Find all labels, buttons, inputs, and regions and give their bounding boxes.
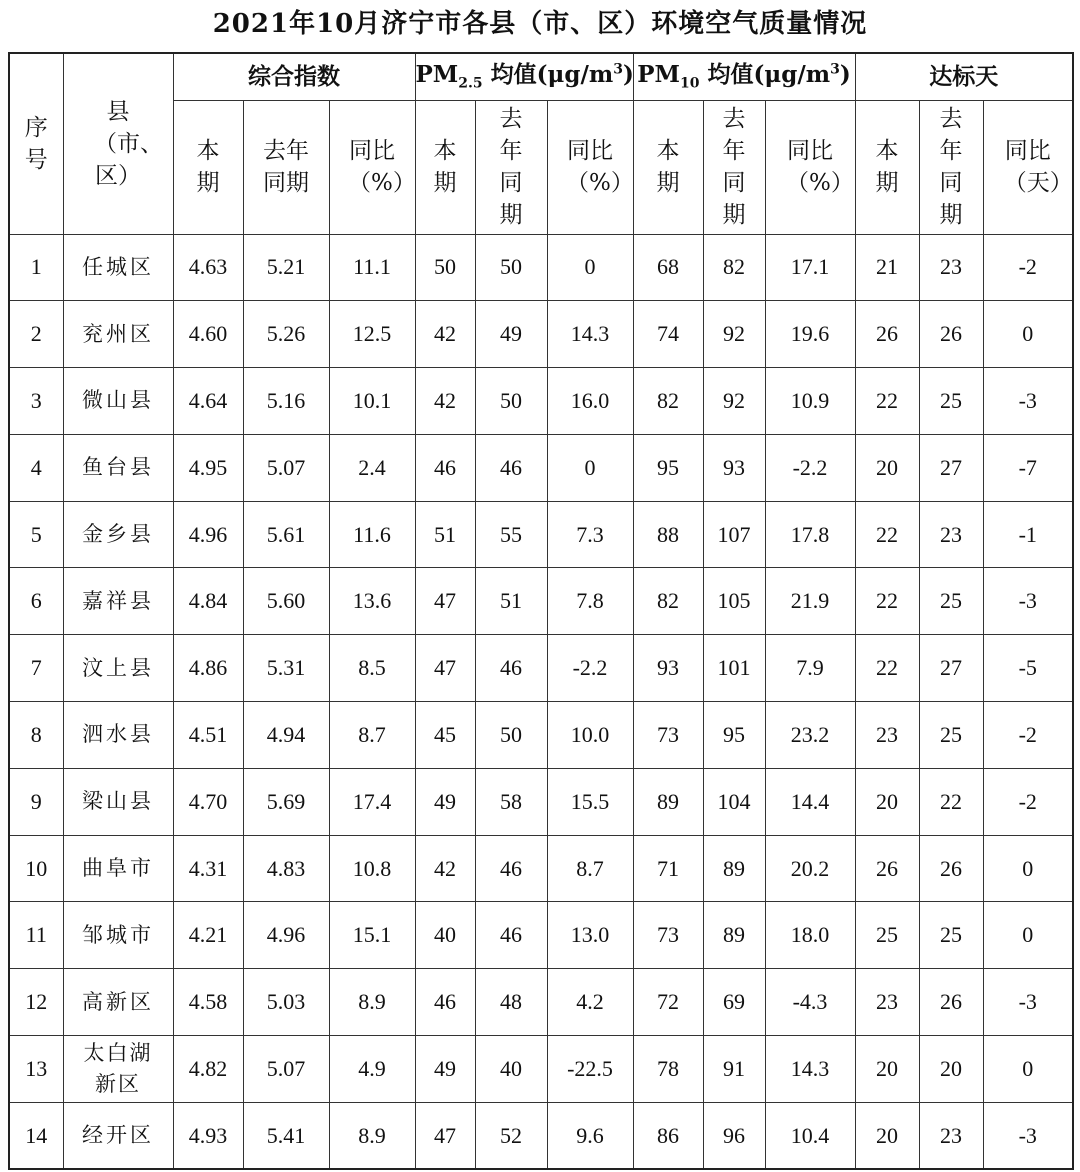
cell-pm25-current: 42 bbox=[415, 835, 475, 902]
cell-days-yoy: -3 bbox=[983, 568, 1073, 635]
cell-pm25-last-year: 51 bbox=[475, 568, 547, 635]
cell-pm25-yoy: 0 bbox=[547, 434, 633, 501]
cell-days-last-year: 20 bbox=[919, 1036, 983, 1103]
cell-ci-yoy: 10.1 bbox=[329, 368, 415, 435]
table-row bbox=[9, 1102, 1073, 1169]
cell-pm10-yoy: 14.4 bbox=[765, 768, 855, 835]
cell-ci-yoy: 4.9 bbox=[329, 1036, 415, 1103]
table-body bbox=[9, 234, 1073, 1169]
cell-ci-current: 4.82 bbox=[173, 1036, 243, 1103]
cell-pm25-yoy: 16.0 bbox=[547, 368, 633, 435]
header-yoy-day: 同比（天） bbox=[983, 100, 1073, 234]
cell-county: 兖州区 bbox=[63, 301, 173, 368]
cell-pm25-current: 49 bbox=[415, 1036, 475, 1103]
cell-seq: 4 bbox=[9, 434, 63, 501]
cell-days-yoy: -5 bbox=[983, 635, 1073, 702]
cell-pm25-last-year: 46 bbox=[475, 434, 547, 501]
header-pm25: $PM_{2.5}$ 均值$(\mu g/m^3)$ bbox=[415, 53, 633, 100]
cell-pm25-current: 40 bbox=[415, 902, 475, 969]
cell-days-last-year: 23 bbox=[919, 501, 983, 568]
cell-county: 曲阜市 bbox=[63, 835, 173, 902]
cell-county: 嘉祥县 bbox=[63, 568, 173, 635]
cell-pm25-yoy: 8.7 bbox=[547, 835, 633, 902]
cell-pm10-current: 86 bbox=[633, 1102, 703, 1169]
cell-ci-last-year: 4.94 bbox=[243, 702, 329, 769]
header-last-year: 去年同期 bbox=[919, 100, 983, 234]
cell-pm10-yoy: 18.0 bbox=[765, 902, 855, 969]
cell-days-current: 26 bbox=[855, 301, 919, 368]
table-row bbox=[9, 234, 1073, 301]
cell-days-yoy: -2 bbox=[983, 702, 1073, 769]
cell-ci-yoy: 8.9 bbox=[329, 1102, 415, 1169]
cell-pm10-yoy: 10.9 bbox=[765, 368, 855, 435]
cell-days-current: 21 bbox=[855, 234, 919, 301]
cell-ci-yoy: 13.6 bbox=[329, 568, 415, 635]
cell-days-yoy: 0 bbox=[983, 902, 1073, 969]
cell-seq: 7 bbox=[9, 635, 63, 702]
cell-ci-last-year: 4.96 bbox=[243, 902, 329, 969]
cell-pm10-last-year: 105 bbox=[703, 568, 765, 635]
table-row bbox=[9, 835, 1073, 902]
cell-county: 汶上县 bbox=[63, 635, 173, 702]
cell-ci-current: 4.86 bbox=[173, 635, 243, 702]
cell-pm10-last-year: 104 bbox=[703, 768, 765, 835]
cell-pm25-last-year: 58 bbox=[475, 768, 547, 835]
cell-days-last-year: 26 bbox=[919, 835, 983, 902]
cell-days-current: 26 bbox=[855, 835, 919, 902]
cell-pm10-last-year: 107 bbox=[703, 501, 765, 568]
cell-pm10-last-year: 82 bbox=[703, 234, 765, 301]
cell-pm25-current: 46 bbox=[415, 434, 475, 501]
cell-ci-last-year: 5.07 bbox=[243, 434, 329, 501]
cell-ci-current: 4.84 bbox=[173, 568, 243, 635]
cell-pm10-last-year: 69 bbox=[703, 969, 765, 1036]
cell-days-last-year: 25 bbox=[919, 368, 983, 435]
cell-pm25-last-year: 50 bbox=[475, 702, 547, 769]
cell-ci-last-year: 5.61 bbox=[243, 501, 329, 568]
cell-pm10-current: 95 bbox=[633, 434, 703, 501]
cell-days-current: 25 bbox=[855, 902, 919, 969]
cell-ci-last-year: 5.21 bbox=[243, 234, 329, 301]
cell-pm10-current: 71 bbox=[633, 835, 703, 902]
cell-days-current: 22 bbox=[855, 568, 919, 635]
cell-pm10-yoy: 10.4 bbox=[765, 1102, 855, 1169]
cell-pm25-yoy: 7.8 bbox=[547, 568, 633, 635]
cell-days-last-year: 27 bbox=[919, 635, 983, 702]
cell-pm25-current: 49 bbox=[415, 768, 475, 835]
table-row bbox=[9, 501, 1073, 568]
cell-pm25-last-year: 40 bbox=[475, 1036, 547, 1103]
cell-ci-current: 4.96 bbox=[173, 501, 243, 568]
cell-ci-yoy: 8.7 bbox=[329, 702, 415, 769]
cell-days-yoy: 0 bbox=[983, 835, 1073, 902]
cell-ci-yoy: 12.5 bbox=[329, 301, 415, 368]
table-row bbox=[9, 902, 1073, 969]
cell-pm10-yoy: 20.2 bbox=[765, 835, 855, 902]
cell-ci-yoy: 2.4 bbox=[329, 434, 415, 501]
cell-pm10-last-year: 96 bbox=[703, 1102, 765, 1169]
header-composite-index: 综合指数 bbox=[173, 53, 415, 100]
page-title: 2021年10月济宁市各县（市、区）环境空气质量情况 bbox=[212, 9, 868, 39]
cell-pm25-current: 42 bbox=[415, 368, 475, 435]
cell-ci-last-year: 5.03 bbox=[243, 969, 329, 1036]
cell-pm25-last-year: 52 bbox=[475, 1102, 547, 1169]
cell-days-yoy: -2 bbox=[983, 768, 1073, 835]
cell-pm10-last-year: 89 bbox=[703, 835, 765, 902]
cell-pm25-yoy: 9.6 bbox=[547, 1102, 633, 1169]
cell-pm25-yoy: 13.0 bbox=[547, 902, 633, 969]
cell-days-last-year: 25 bbox=[919, 902, 983, 969]
cell-ci-yoy: 17.4 bbox=[329, 768, 415, 835]
table-row bbox=[9, 1036, 1073, 1103]
cell-pm25-yoy: 4.2 bbox=[547, 969, 633, 1036]
cell-pm10-yoy: -2.2 bbox=[765, 434, 855, 501]
cell-ci-last-year: 5.26 bbox=[243, 301, 329, 368]
cell-ci-yoy: 11.1 bbox=[329, 234, 415, 301]
cell-pm25-last-year: 46 bbox=[475, 635, 547, 702]
cell-ci-yoy: 10.8 bbox=[329, 835, 415, 902]
cell-days-current: 22 bbox=[855, 368, 919, 435]
header-county: 县（市、区） bbox=[63, 53, 173, 234]
cell-pm10-current: 73 bbox=[633, 702, 703, 769]
cell-pm10-yoy: 23.2 bbox=[765, 702, 855, 769]
cell-days-current: 20 bbox=[855, 1102, 919, 1169]
cell-days-current: 22 bbox=[855, 635, 919, 702]
cell-pm10-current: 73 bbox=[633, 902, 703, 969]
cell-days-last-year: 23 bbox=[919, 1102, 983, 1169]
cell-pm10-yoy: 17.1 bbox=[765, 234, 855, 301]
cell-pm10-current: 93 bbox=[633, 635, 703, 702]
cell-pm25-yoy: -2.2 bbox=[547, 635, 633, 702]
cell-ci-current: 4.31 bbox=[173, 835, 243, 902]
cell-seq: 8 bbox=[9, 702, 63, 769]
cell-seq: 12 bbox=[9, 969, 63, 1036]
cell-ci-last-year: 5.41 bbox=[243, 1102, 329, 1169]
header-yoy-pct: 同比（%） bbox=[547, 100, 633, 234]
cell-pm25-current: 50 bbox=[415, 234, 475, 301]
header-current: 本期 bbox=[855, 100, 919, 234]
cell-days-yoy: -3 bbox=[983, 368, 1073, 435]
cell-county: 梁山县 bbox=[63, 768, 173, 835]
cell-days-last-year: 27 bbox=[919, 434, 983, 501]
cell-pm10-last-year: 92 bbox=[703, 301, 765, 368]
cell-days-yoy: 0 bbox=[983, 301, 1073, 368]
cell-ci-yoy: 11.6 bbox=[329, 501, 415, 568]
header-yoy-pct: 同比（%） bbox=[329, 100, 415, 234]
cell-seq: 6 bbox=[9, 568, 63, 635]
table-row bbox=[9, 635, 1073, 702]
cell-pm10-yoy: 21.9 bbox=[765, 568, 855, 635]
cell-ci-yoy: 15.1 bbox=[329, 902, 415, 969]
header-current: 本期 bbox=[173, 100, 243, 234]
header-row-groups bbox=[9, 53, 1073, 100]
cell-county: 邹城市 bbox=[63, 902, 173, 969]
cell-days-yoy: -1 bbox=[983, 501, 1073, 568]
cell-pm25-yoy: 14.3 bbox=[547, 301, 633, 368]
table-row bbox=[9, 368, 1073, 435]
header-standard-days: 达标天 bbox=[855, 53, 1073, 100]
cell-days-last-year: 25 bbox=[919, 702, 983, 769]
header-pm10: $PM_{10}$ 均值$(\mu g/m^3)$ bbox=[633, 53, 855, 100]
table-row bbox=[9, 969, 1073, 1036]
cell-pm25-last-year: 48 bbox=[475, 969, 547, 1036]
cell-pm25-last-year: 46 bbox=[475, 902, 547, 969]
cell-pm10-last-year: 89 bbox=[703, 902, 765, 969]
cell-pm25-yoy: -22.5 bbox=[547, 1036, 633, 1103]
cell-pm10-yoy: 19.6 bbox=[765, 301, 855, 368]
cell-county: 金乡县 bbox=[63, 501, 173, 568]
cell-ci-current: 4.51 bbox=[173, 702, 243, 769]
cell-pm10-current: 82 bbox=[633, 568, 703, 635]
cell-ci-yoy: 8.5 bbox=[329, 635, 415, 702]
cell-days-last-year: 25 bbox=[919, 568, 983, 635]
header-last-year: 去年同期 bbox=[243, 100, 329, 234]
cell-pm25-current: 46 bbox=[415, 969, 475, 1036]
cell-days-last-year: 26 bbox=[919, 969, 983, 1036]
cell-days-current: 20 bbox=[855, 434, 919, 501]
cell-county: 任城区 bbox=[63, 234, 173, 301]
cell-days-yoy: 0 bbox=[983, 1036, 1073, 1103]
header-current: 本期 bbox=[633, 100, 703, 234]
header-last-year: 去年同期 bbox=[475, 100, 547, 234]
header-last-year: 去年同期 bbox=[703, 100, 765, 234]
cell-pm25-current: 47 bbox=[415, 635, 475, 702]
cell-ci-current: 4.63 bbox=[173, 234, 243, 301]
cell-county: 太白湖 新区 bbox=[63, 1036, 173, 1103]
cell-pm25-yoy: 0 bbox=[547, 234, 633, 301]
cell-pm10-last-year: 91 bbox=[703, 1036, 765, 1103]
cell-county: 鱼台县 bbox=[63, 434, 173, 501]
cell-pm25-last-year: 50 bbox=[475, 234, 547, 301]
cell-pm10-last-year: 92 bbox=[703, 368, 765, 435]
cell-ci-current: 4.64 bbox=[173, 368, 243, 435]
cell-ci-last-year: 5.07 bbox=[243, 1036, 329, 1103]
cell-days-current: 23 bbox=[855, 969, 919, 1036]
cell-ci-last-year: 4.83 bbox=[243, 835, 329, 902]
cell-seq: 13 bbox=[9, 1036, 63, 1103]
cell-pm10-current: 82 bbox=[633, 368, 703, 435]
cell-pm25-last-year: 55 bbox=[475, 501, 547, 568]
cell-pm25-current: 45 bbox=[415, 702, 475, 769]
cell-seq: 10 bbox=[9, 835, 63, 902]
cell-pm25-current: 42 bbox=[415, 301, 475, 368]
table-row bbox=[9, 301, 1073, 368]
table-row bbox=[9, 434, 1073, 501]
cell-days-current: 20 bbox=[855, 768, 919, 835]
cell-county: 泗水县 bbox=[63, 702, 173, 769]
cell-seq: 14 bbox=[9, 1102, 63, 1169]
cell-pm10-current: 68 bbox=[633, 234, 703, 301]
cell-days-last-year: 26 bbox=[919, 301, 983, 368]
air-quality-table bbox=[8, 52, 1074, 1170]
cell-pm25-yoy: 7.3 bbox=[547, 501, 633, 568]
cell-days-yoy: -7 bbox=[983, 434, 1073, 501]
cell-days-yoy: -3 bbox=[983, 1102, 1073, 1169]
cell-pm25-last-year: 50 bbox=[475, 368, 547, 435]
cell-seq: 2 bbox=[9, 301, 63, 368]
cell-pm25-yoy: 10.0 bbox=[547, 702, 633, 769]
cell-pm25-last-year: 46 bbox=[475, 835, 547, 902]
table-row bbox=[9, 768, 1073, 835]
cell-ci-last-year: 5.69 bbox=[243, 768, 329, 835]
cell-days-current: 20 bbox=[855, 1036, 919, 1103]
cell-days-last-year: 23 bbox=[919, 234, 983, 301]
cell-ci-current: 4.21 bbox=[173, 902, 243, 969]
cell-pm25-yoy: 15.5 bbox=[547, 768, 633, 835]
cell-days-current: 23 bbox=[855, 702, 919, 769]
cell-pm10-current: 78 bbox=[633, 1036, 703, 1103]
cell-pm10-yoy: 14.3 bbox=[765, 1036, 855, 1103]
cell-county: 微山县 bbox=[63, 368, 173, 435]
cell-seq: 11 bbox=[9, 902, 63, 969]
table-row bbox=[9, 568, 1073, 635]
cell-seq: 3 bbox=[9, 368, 63, 435]
cell-pm25-current: 51 bbox=[415, 501, 475, 568]
cell-pm10-current: 88 bbox=[633, 501, 703, 568]
cell-pm10-current: 74 bbox=[633, 301, 703, 368]
cell-days-current: 22 bbox=[855, 501, 919, 568]
cell-pm25-last-year: 49 bbox=[475, 301, 547, 368]
cell-seq: 9 bbox=[9, 768, 63, 835]
cell-pm10-last-year: 101 bbox=[703, 635, 765, 702]
cell-ci-current: 4.60 bbox=[173, 301, 243, 368]
cell-pm10-yoy: -4.3 bbox=[765, 969, 855, 1036]
table-row bbox=[9, 702, 1073, 769]
cell-county: 高新区 bbox=[63, 969, 173, 1036]
cell-ci-yoy: 8.9 bbox=[329, 969, 415, 1036]
cell-pm10-last-year: 95 bbox=[703, 702, 765, 769]
cell-county: 经开区 bbox=[63, 1102, 173, 1169]
cell-pm10-yoy: 17.8 bbox=[765, 501, 855, 568]
cell-seq: 1 bbox=[9, 234, 63, 301]
cell-pm10-last-year: 93 bbox=[703, 434, 765, 501]
cell-ci-current: 4.93 bbox=[173, 1102, 243, 1169]
cell-pm10-current: 72 bbox=[633, 969, 703, 1036]
cell-pm10-yoy: 7.9 bbox=[765, 635, 855, 702]
cell-pm10-current: 89 bbox=[633, 768, 703, 835]
cell-ci-current: 4.70 bbox=[173, 768, 243, 835]
header-yoy-pct: 同比（%） bbox=[765, 100, 855, 234]
header-current: 本期 bbox=[415, 100, 475, 234]
cell-pm25-current: 47 bbox=[415, 568, 475, 635]
cell-ci-current: 4.95 bbox=[173, 434, 243, 501]
cell-ci-last-year: 5.60 bbox=[243, 568, 329, 635]
cell-seq: 5 bbox=[9, 501, 63, 568]
cell-days-yoy: -2 bbox=[983, 234, 1073, 301]
cell-ci-last-year: 5.31 bbox=[243, 635, 329, 702]
cell-ci-current: 4.58 bbox=[173, 969, 243, 1036]
cell-days-yoy: -3 bbox=[983, 969, 1073, 1036]
cell-ci-last-year: 5.16 bbox=[243, 368, 329, 435]
cell-days-last-year: 22 bbox=[919, 768, 983, 835]
cell-pm25-current: 47 bbox=[415, 1102, 475, 1169]
header-seq: 序号 bbox=[9, 53, 63, 234]
